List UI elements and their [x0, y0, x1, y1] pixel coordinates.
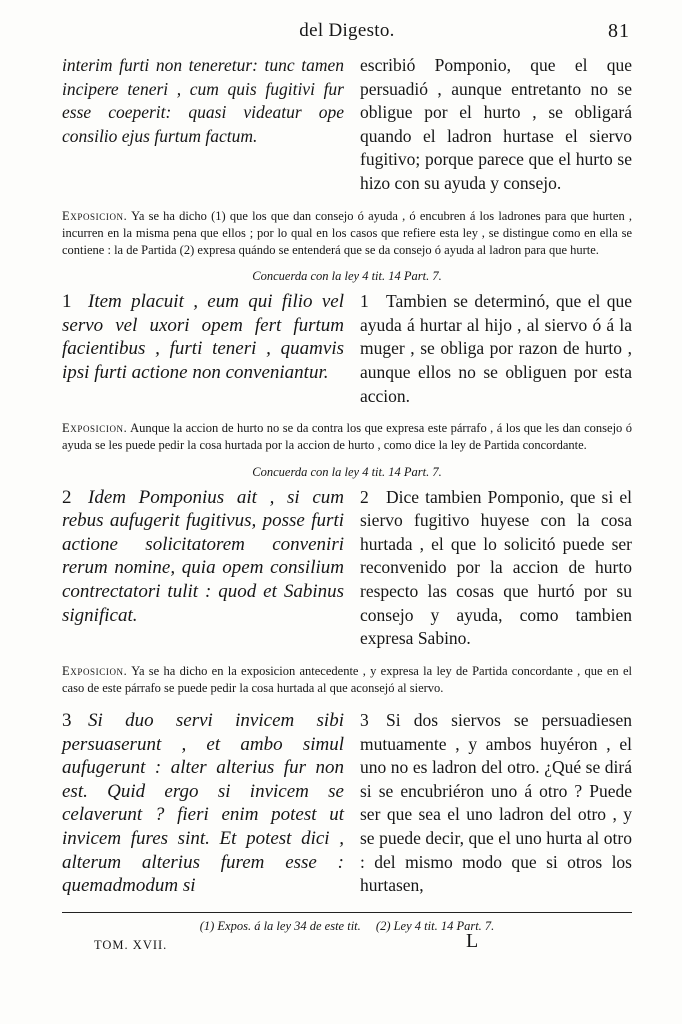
- latin-body: Item placuit , eum qui filio vel servo vel uxori opem fert furtum facientibus , furti teneri , quamvis ipsi furti actione non conveniantur.: [62, 291, 344, 383]
- spanish-text: [360, 290, 632, 408]
- page-number: 81: [608, 20, 630, 42]
- concordance-note: Concuerda con la ley 4 tit. 14 Part. 7.: [252, 269, 442, 284]
- exposicion-paragraph: [62, 208, 632, 260]
- exposicion-label: Exposicion.: [62, 663, 128, 678]
- paragraph-number: 1: [62, 291, 72, 313]
- section-intro: [62, 54, 632, 259]
- latin-text: [62, 709, 344, 898]
- section-2: [62, 465, 632, 698]
- exposicion-label: Exposicion.: [62, 421, 128, 436]
- section-1: [62, 269, 632, 454]
- paragraph-number: 3: [62, 710, 72, 732]
- spanish-text: [360, 709, 632, 898]
- exposicion-paragraph: [62, 663, 632, 697]
- latin-body: Si duo servi invicem sibi persuaserunt , et ambo simul aufugerunt : alter alterius fur non est. Quid ergo si invicem se celaverunt ? fieri enim potest ut invicem fures sint. Et potest dici , alterum alterius furem esse : quemadmodum si: [62, 710, 344, 897]
- spanish-body: Tambien se determinó, que el que ayuda á hurtar al hijo , al siervo ó á la muger , se obliga por razon de hurto , aunque ellos no se obliguen por esta accion.: [360, 291, 632, 406]
- spanish-body: Dice tambien Pomponio, que si el siervo fugitivo huyese con la cosa hurtada , el que lo solicitó puede ser reconvenido por la accion de hurto respecto las cosas que hurtó por su consejo y ayuda, como tambien expresa Sabino.: [360, 486, 632, 649]
- footnote-divider: [62, 912, 632, 913]
- signature-mark: L: [466, 929, 479, 952]
- exposicion-label: Exposicion.: [62, 208, 128, 223]
- section-3: [62, 709, 632, 898]
- page-footer: [62, 929, 632, 962]
- exposicion-paragraph: [62, 420, 632, 454]
- paragraph-number: 2: [360, 486, 369, 507]
- paragraph-number: 3: [360, 710, 369, 731]
- footnotes: [62, 919, 632, 934]
- spanish-text: escribió Pomponio, que el que persuadió , aunque entretanto no se obligue por el hurto , se obligará quando el ladron hurtase el siervo fugitivo; porque parece que el hurto se hizo con su ayuda y consejo.: [360, 55, 632, 193]
- page-header: [62, 14, 632, 48]
- spanish-text: [360, 486, 632, 651]
- latin-body: Idem Pomponius ait , si cum rebus aufugerit fugitivus, posse furti actione solicitatorem conveniri rerum nomine, quia opem consilium contrectatori tulit : quod et Sabinus significat.: [62, 486, 344, 626]
- spanish-body: Si dos siervos se persuadiesen mutuamente , y ambos huyéron , el uno no es ladron del otro. ¿Qué se dirá si se encubriéron uno á otro ? Puede ser que sea el uno ladron del otro , y se puede decir, que el uno hurta al otro : del mismo modo que si otros los hurtasen,: [360, 710, 632, 896]
- book-page: [62, 14, 632, 962]
- footnote-2: (2) Ley 4 tit. 14 Part. 7.: [375, 918, 495, 933]
- paragraph-number: 1: [360, 291, 369, 312]
- exposicion-text: Ya se ha dicho en la exposicion antecedente , y expresa la ley de Partida concordante , que en el caso de este párrafo se puede pedir la cosa hurtada al que aconsejó al siervo.: [62, 663, 632, 695]
- latin-text: [62, 290, 344, 408]
- latin-text: interim furti non teneretur: tunc tamen incipere teneri , cum quis fugitivi fur esse coeperit: quasi videatur ope consilio ejus furtum factum.: [62, 55, 344, 146]
- exposicion-text: Ya se ha dicho (1) que los que dan consejo ó ayuda , ó encubren á los ladrones para que hurten , incurren en la misma pena que ellos ; por lo qual en los casos que refiere esta ley , se distingue como en ella se contiene : la de Partida (2) expresa quándo se entenderá que se da consejo ó ayuda al ladron para que hurte.: [62, 208, 632, 257]
- latin-text: [62, 486, 344, 651]
- volume-mark: TOM. XVII.: [94, 937, 168, 952]
- exposicion-text: Aunque la accion de hurto no se da contra los que expresa este párrafo , á los que les dan consejo ó ayuda se les puede pedir la cosa hurtada por la accion de hurto , como dice la ley de Partida concordante.: [62, 421, 632, 453]
- footnote-1: (1) Expos. á la ley 34 de este tit.: [199, 918, 361, 933]
- running-title: del Digesto.: [299, 20, 395, 41]
- paragraph-number: 2: [62, 486, 72, 508]
- concordance-note: Concuerda con la ley 4 tit. 14 Part. 7.: [252, 464, 442, 479]
